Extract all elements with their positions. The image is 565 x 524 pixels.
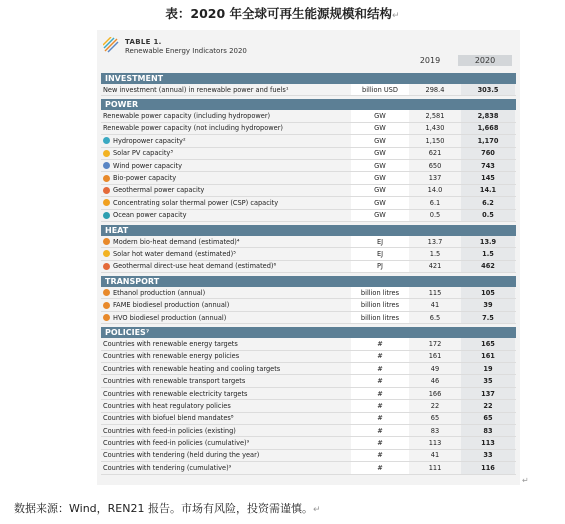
value-2020-cell: 116	[461, 462, 515, 473]
year-2019-header: 2019	[419, 56, 441, 65]
value-2019-cell: 1.5	[429, 249, 441, 258]
table-row	[101, 312, 516, 324]
row-label: Solar hot water demand (estimated)⁵	[113, 249, 236, 258]
value-2019-cell: 166	[428, 389, 442, 398]
csp-icon	[103, 199, 110, 206]
row-label-cell	[101, 162, 351, 170]
value-2019-cell: 0.5	[429, 211, 441, 220]
return-mark-table: ↵	[522, 476, 529, 485]
renewable-energy-table	[97, 30, 520, 485]
value-2019-cell: 172	[428, 339, 442, 348]
section-header: POLICIES⁷	[101, 327, 516, 338]
row-label: Geothermal power capacity	[113, 186, 205, 195]
table-row	[101, 299, 516, 311]
row-label-cell	[101, 186, 351, 194]
table-row	[101, 210, 516, 222]
unit-cell: EJ	[351, 248, 409, 259]
value-2020-cell: 7.5	[461, 312, 515, 323]
unit-cell: #	[351, 413, 409, 424]
row-label: Countries with feed-in policies (existing)	[103, 426, 236, 435]
value-2020-cell: 105	[461, 287, 515, 298]
value-2020-cell: 743	[461, 160, 515, 171]
row-label: Ocean power capacity	[113, 211, 187, 220]
table-row	[101, 148, 516, 160]
row-label-cell	[101, 439, 351, 447]
row-label: Renewable power capacity (not including hydropower)	[103, 124, 284, 133]
table-row	[101, 363, 516, 375]
unit-cell: #	[351, 425, 409, 436]
solar-icon	[103, 250, 110, 257]
row-label: Geothermal direct-use heat demand (estimated)⁶	[113, 262, 277, 271]
wind-icon	[103, 162, 110, 169]
table-row	[101, 388, 516, 400]
unit-cell: #	[351, 375, 409, 386]
row-label: FAME biodiesel production (annual)	[113, 301, 230, 310]
table-row	[101, 413, 516, 425]
source-text: 数据来源：Wind，REN21 报告。市场有风险，投资需谨慎。	[14, 502, 313, 515]
table-row	[101, 261, 516, 273]
value-2020-cell: 35	[461, 375, 515, 386]
value-2020-cell: 14.1	[461, 185, 515, 196]
row-label-cell	[101, 262, 351, 270]
row-label-cell	[101, 238, 351, 246]
section-header: HEAT	[101, 225, 516, 236]
unit-cell: GW	[351, 185, 409, 196]
row-label-cell	[101, 86, 351, 94]
value-2019-cell: 46	[430, 377, 440, 386]
bio-icon	[103, 238, 110, 245]
value-2019-cell: 115	[428, 288, 442, 297]
row-label-cell	[101, 352, 351, 360]
unit-cell: #	[351, 437, 409, 448]
section-header: POWER	[101, 99, 516, 110]
table-row	[101, 287, 516, 299]
table-name: Renewable Energy Indicators 2020	[125, 47, 247, 55]
table-row	[101, 197, 516, 209]
row-label: Solar PV capacity³	[113, 149, 173, 158]
bio-icon	[103, 175, 110, 182]
value-2019-cell: 83	[430, 426, 440, 435]
row-label: Countries with feed-in policies (cumulative)⁹	[103, 439, 250, 448]
row-label-cell	[101, 199, 351, 207]
table-row	[101, 135, 516, 147]
row-label: Renewable power capacity (including hydropower)	[103, 112, 271, 121]
unit-cell: GW	[351, 148, 409, 159]
value-2020-cell: 13.9	[461, 236, 515, 247]
table-row	[101, 338, 516, 350]
value-2020-cell: 145	[461, 172, 515, 183]
row-label: Hydropower capacity²	[113, 136, 186, 145]
value-2019-cell: 161	[428, 352, 442, 361]
value-2020-cell: 137	[461, 388, 515, 399]
row-label: Ethanol production (annual)	[113, 288, 206, 297]
unit-cell: #	[351, 462, 409, 473]
value-2020-cell: 6.2	[461, 197, 515, 208]
row-label: New investment (annual) in renewable power and fuels¹	[103, 85, 289, 94]
row-label-cell	[101, 365, 351, 373]
unit-cell: GW	[351, 160, 409, 171]
row-label: Modern bio-heat demand (estimated)⁴	[113, 237, 240, 246]
row-label-cell	[101, 377, 351, 385]
unit-cell: #	[351, 338, 409, 349]
section-header: INVESTMENT	[101, 73, 516, 84]
table-row	[101, 110, 516, 122]
value-2019-cell: 65	[430, 414, 440, 423]
ocean-icon	[103, 212, 110, 219]
row-label-cell	[101, 174, 351, 182]
row-label: HVO biodiesel production (annual)	[113, 313, 227, 322]
row-label-cell	[101, 340, 351, 348]
bio-icon	[103, 289, 110, 296]
table-row	[101, 236, 516, 248]
table-row	[101, 84, 516, 96]
table-row	[101, 123, 516, 135]
value-2020-cell: 303.5	[461, 84, 515, 95]
hydro-icon	[103, 137, 110, 144]
year-2020-header: 2020	[458, 55, 512, 66]
table-row	[101, 400, 516, 412]
row-label: Countries with biofuel blend mandates⁸	[103, 414, 234, 423]
row-label: Countries with tendering (cumulative)⁹	[103, 463, 232, 472]
table-row	[101, 462, 516, 474]
table-body	[101, 70, 516, 475]
table-row	[101, 160, 516, 172]
value-2019-cell: 650	[428, 161, 442, 170]
source-note	[14, 500, 321, 516]
row-label: Countries with renewable energy targets	[103, 339, 238, 348]
unit-cell: #	[351, 388, 409, 399]
row-label-cell	[101, 451, 351, 459]
value-2020-cell: 22	[461, 400, 515, 411]
row-label-cell	[101, 149, 351, 157]
unit-cell: #	[351, 363, 409, 374]
value-2019-cell: 22	[430, 401, 440, 410]
return-mark-source: ↵	[312, 505, 321, 515]
row-label: Countries with renewable transport targets	[103, 377, 246, 386]
value-2020-cell: 39	[461, 299, 515, 310]
value-2019-cell: 298.4	[425, 85, 445, 94]
unit-cell: billion litres	[351, 287, 409, 298]
row-label: Bio-power capacity	[113, 174, 177, 183]
value-2019-cell: 41	[430, 301, 440, 310]
unit-cell: billion litres	[351, 312, 409, 323]
value-2020-cell: 0.5	[461, 210, 515, 221]
unit-cell: billion litres	[351, 299, 409, 310]
value-2019-cell: 421	[428, 262, 442, 271]
unit-cell: GW	[351, 110, 409, 121]
row-label: Wind power capacity	[113, 161, 182, 170]
row-label: Countries with renewable electricity targets	[103, 389, 248, 398]
page-title-text: 表：2020 年全球可再生能源规模和结构	[165, 6, 393, 21]
unit-cell: GW	[351, 210, 409, 221]
row-label: Countries with renewable heating and cooling targets	[103, 364, 281, 373]
table-row	[101, 450, 516, 462]
table-row	[101, 172, 516, 184]
value-2019-cell: 137	[428, 174, 442, 183]
value-2020-cell: 65	[461, 413, 515, 424]
row-label-cell	[101, 402, 351, 410]
value-2019-cell: 6.5	[429, 313, 441, 322]
value-2019-cell: 2,581	[425, 112, 445, 121]
unit-cell: GW	[351, 135, 409, 146]
value-2020-cell: 1,170	[461, 135, 515, 146]
table-row	[101, 437, 516, 449]
table-row	[101, 375, 516, 387]
unit-cell: #	[351, 450, 409, 461]
unit-cell: PJ	[351, 261, 409, 272]
row-label-cell	[101, 137, 351, 145]
value-2019-cell: 6.1	[429, 198, 441, 207]
row-label: Countries with heat regulatory policies	[103, 401, 231, 410]
section-header: TRANSPORT	[101, 276, 516, 287]
value-2020-cell: 19	[461, 363, 515, 374]
value-2020-cell: 83	[461, 425, 515, 436]
bio-icon	[103, 314, 110, 321]
value-2020-cell: 165	[461, 338, 515, 349]
table-row	[101, 425, 516, 437]
value-2020-cell: 161	[461, 351, 515, 362]
row-label: Countries with tendering (held during the year)	[103, 451, 260, 460]
unit-cell: GW	[351, 197, 409, 208]
unit-cell: #	[351, 351, 409, 362]
row-label: Countries with renewable energy policies	[103, 352, 240, 361]
value-2019-cell: 1,150	[425, 136, 445, 145]
value-2019-cell: 13.7	[427, 237, 443, 246]
value-2019-cell: 41	[430, 451, 440, 460]
table-label: TABLE 1.	[125, 38, 162, 46]
geo-icon	[103, 187, 110, 194]
table-row	[101, 185, 516, 197]
value-2020-cell: 113	[461, 437, 515, 448]
unit-cell: EJ	[351, 236, 409, 247]
value-2020-cell: 2,838	[461, 110, 515, 121]
row-label-cell	[101, 289, 351, 297]
table-row	[101, 351, 516, 363]
value-2019-cell: 621	[428, 149, 442, 158]
value-2020-cell: 462	[461, 261, 515, 272]
value-2019-cell: 111	[428, 463, 442, 472]
table-row	[101, 248, 516, 260]
unit-cell: #	[351, 400, 409, 411]
value-2020-cell: 1,668	[461, 123, 515, 134]
ren21-logo-icon	[103, 37, 119, 53]
unit-cell: GW	[351, 172, 409, 183]
geo-icon	[103, 263, 110, 270]
row-label-cell	[101, 211, 351, 219]
row-label-cell	[101, 112, 351, 120]
unit-cell: billion USD	[351, 84, 409, 95]
return-mark: ↵	[392, 11, 400, 21]
bio-icon	[103, 302, 110, 309]
row-label-cell	[101, 427, 351, 435]
value-2019-cell: 1,430	[425, 124, 445, 133]
value-2019-cell: 14.0	[427, 186, 443, 195]
value-2020-cell: 760	[461, 148, 515, 159]
row-label: Concentrating solar thermal power (CSP) capacity	[113, 198, 279, 207]
page-title	[0, 4, 565, 22]
row-label-cell	[101, 250, 351, 258]
solar-icon	[103, 150, 110, 157]
value-2019-cell: 49	[430, 364, 440, 373]
row-label-cell	[101, 464, 351, 472]
row-label-cell	[101, 414, 351, 422]
value-2020-cell: 33	[461, 450, 515, 461]
row-label-cell	[101, 390, 351, 398]
row-label-cell	[101, 301, 351, 309]
value-2019-cell: 113	[428, 439, 442, 448]
value-2020-cell: 1.5	[461, 248, 515, 259]
row-label-cell	[101, 314, 351, 322]
row-label-cell	[101, 124, 351, 132]
unit-cell: GW	[351, 123, 409, 134]
